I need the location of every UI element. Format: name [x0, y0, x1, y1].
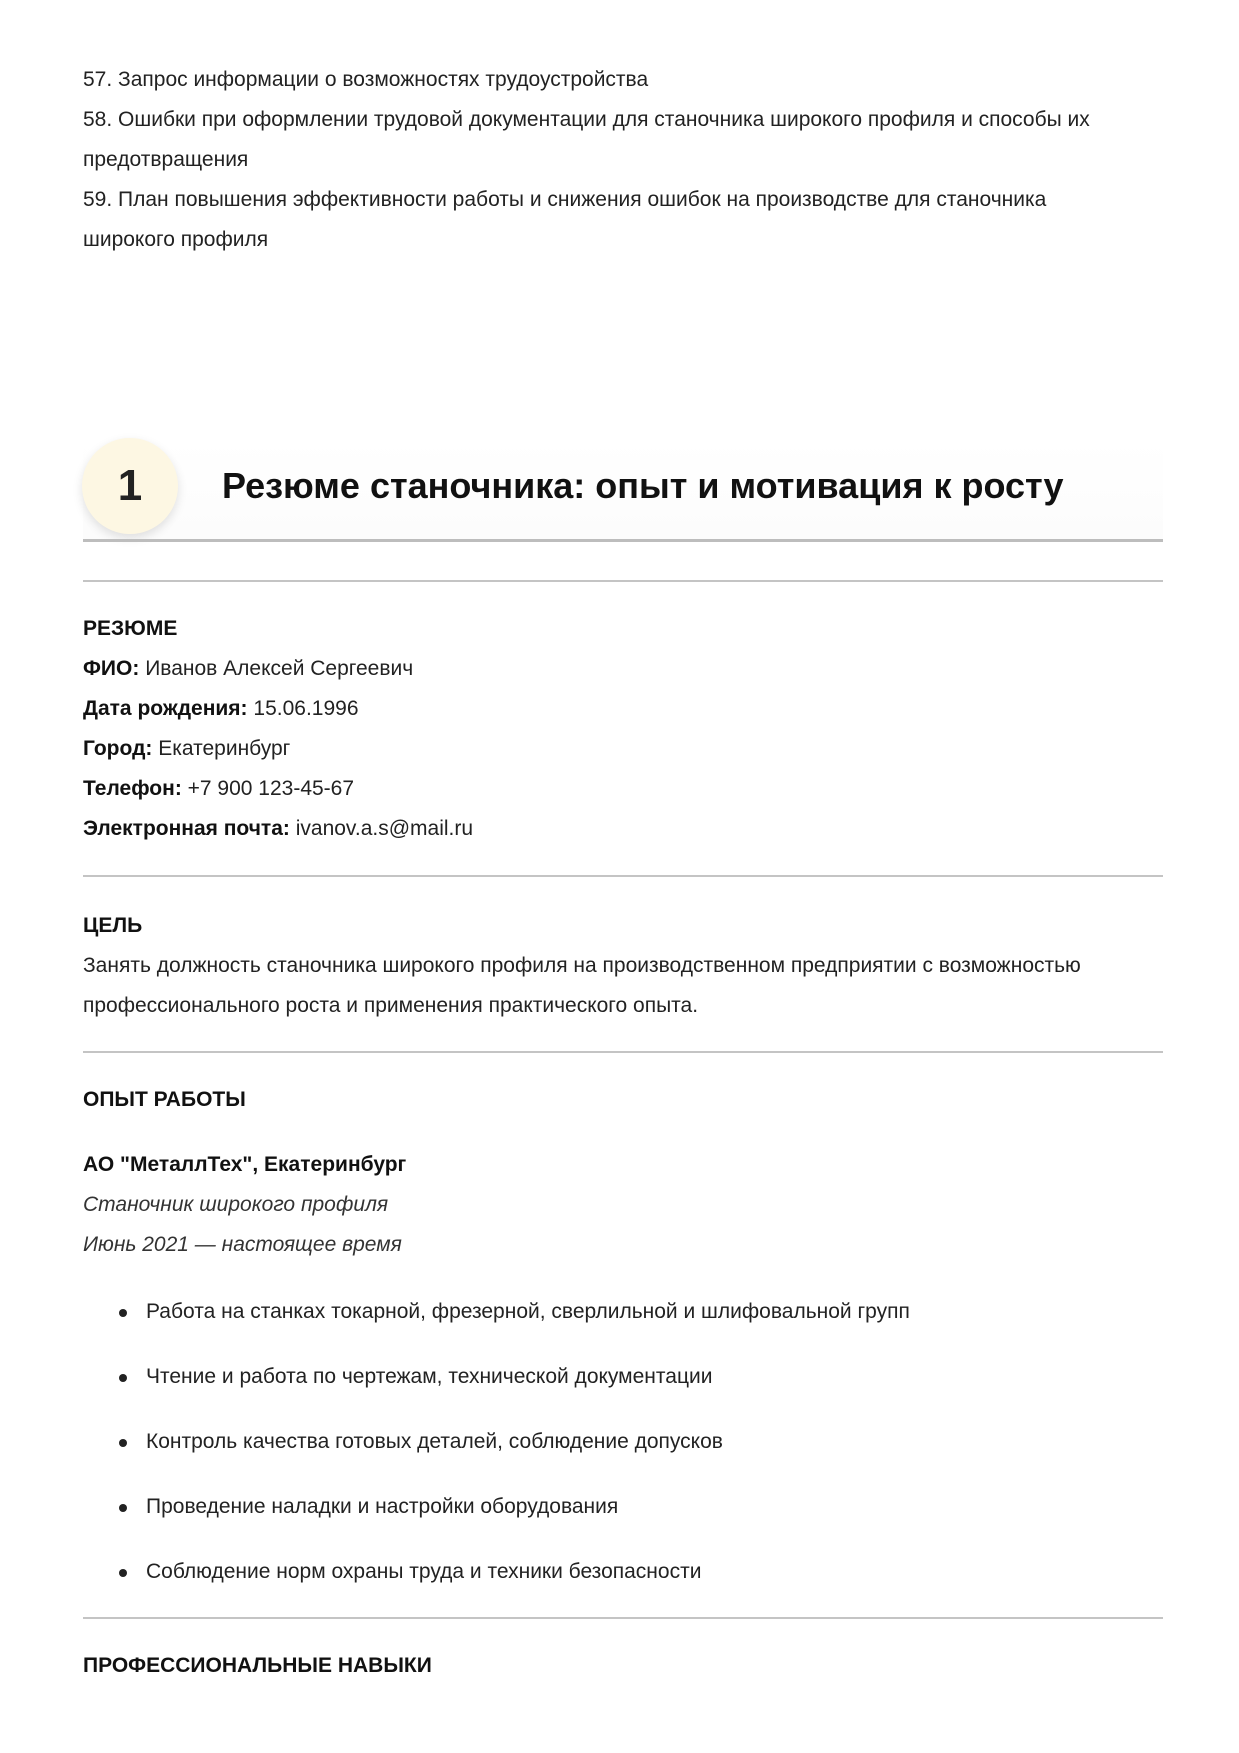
field-label: ФИО: [83, 657, 140, 680]
field-email [83, 809, 1163, 849]
field-value: 15.06.1996 [247, 697, 359, 720]
toc-item[interactable]: 58. Ошибки при оформлении трудовой документации для станочника широкого профиля и способы их предотвращения [83, 108, 1090, 171]
list-item: Чтение и работа по чертежам, технической документации [83, 1357, 1163, 1422]
experience-block [83, 1080, 1163, 1617]
resume-heading: РЕЗЮМЕ [83, 617, 178, 640]
field-birthdate [83, 689, 1163, 729]
list-item: Контроль качества готовых деталей, соблюдение допусков [83, 1422, 1163, 1487]
toc-item[interactable]: 57. Запрос информации о возможностях трудоустройства [83, 68, 649, 91]
job-position: Станочник широкого профиля [83, 1193, 389, 1216]
toc-list [83, 60, 1163, 260]
divider [83, 875, 1163, 877]
divider [83, 1051, 1163, 1053]
list-item: Соблюдение норм охраны труда и техники безопасности [83, 1552, 1163, 1617]
toc-item[interactable]: 59. План повышения эффективности работы и снижения ошибок на производстве для станочника широкого профиля [83, 188, 1047, 251]
field-label: Электронная почта: [83, 817, 290, 840]
field-label: Телефон: [83, 777, 182, 800]
field-value[interactable]: ivanov.a.s@mail.ru [289, 817, 474, 840]
experience-heading: ОПЫТ РАБОТЫ [83, 1088, 246, 1111]
goal-block [83, 906, 1163, 1026]
section-number-badge: 1 [82, 438, 178, 534]
field-phone [83, 769, 1163, 809]
section-title: Резюме станочника: опыт и мотивация к росту [222, 465, 1064, 506]
divider [83, 1617, 1163, 1619]
goal-heading: ЦЕЛЬ [83, 914, 143, 937]
field-value: Екатеринбург [152, 737, 291, 760]
field-fio [83, 649, 1163, 689]
field-label: Дата рождения: [83, 697, 248, 720]
job-period: Июнь 2021 — настоящее время [83, 1233, 402, 1256]
list-item: Работа на станках токарной, фрезерной, сверлильной и шлифовальной групп [83, 1292, 1163, 1357]
divider [83, 539, 1163, 542]
company-name: АО "МеталлТех", Екатеринбург [83, 1153, 407, 1176]
field-value: Иванов Алексей Сергеевич [139, 657, 414, 680]
goal-text: Занять должность станочника широкого профиля на производственном предприятии с возможностью профессионального роста и применения практического опыта. [83, 954, 1081, 1017]
duties-list [83, 1292, 1163, 1617]
field-label: Город: [83, 737, 153, 760]
skills-heading: ПРОФЕССИОНАЛЬНЫЕ НАВЫКИ [83, 1654, 432, 1677]
resume-block [83, 609, 1163, 849]
divider [83, 580, 1163, 582]
field-city [83, 729, 1163, 769]
list-item: Проведение наладки и настройки оборудования [83, 1487, 1163, 1552]
field-value: +7 900 123-45-67 [181, 777, 355, 800]
